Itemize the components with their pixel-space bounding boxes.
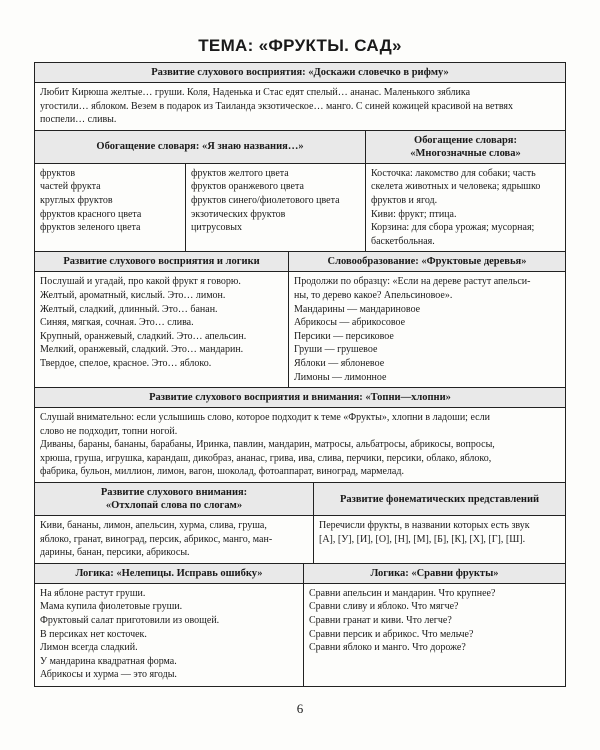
text-line: Сравни персик и абрикос. Что мельче? — [309, 628, 474, 640]
text-line: хрюша, груша, игрушка, карандаш, дикобраз, ананас, грива, ива, слива, перчики, персики, облако, яблоко, — [40, 452, 492, 464]
text-line: Сравни апельсин и мандарин. Что крупнее? — [309, 587, 496, 599]
header-text-line: «Многозначные слова» — [410, 147, 521, 159]
header-text: Обогащение словаря: «Я знаю названия…» — [96, 141, 304, 153]
text-line: баскетбольная. — [371, 235, 435, 247]
header-text-line: Обогащение словаря: — [414, 134, 517, 146]
section-compare-header: Логика: «Сравни фрукты» — [303, 564, 565, 583]
worksheet-table — [34, 62, 566, 687]
text-line: яблоко, гранат, виноград, персик, абрикос, манго, ман- — [40, 533, 273, 545]
text-line: Киви, бананы, лимон, апельсин, хурма, слива, груша, — [40, 520, 267, 532]
section-stomp-clap-header: Развитие слухового восприятия и внимания: «Топни—хлопни» — [35, 388, 565, 407]
section-absurd-header-row — [35, 563, 565, 583]
section-rhyme-header-row — [35, 63, 565, 82]
guess-col — [35, 272, 288, 387]
text-line: Перечисли фрукты, в названии которых есть звук — [319, 520, 530, 532]
text-line: Лимоны — лимонное — [294, 371, 387, 383]
text-line: Абрикосы — абрикосовое — [294, 317, 406, 329]
list-item: круглых фруктов — [40, 194, 113, 206]
section-syllables-body — [35, 515, 565, 563]
text-line: Послушай и угадай, про какой фрукт я говорю. — [40, 276, 241, 288]
list-item: экзотических фруктов — [191, 208, 286, 220]
text-line: Сравни яблоко и манго. Что дороже? — [309, 642, 466, 654]
phonemes-col — [313, 516, 565, 563]
syllables-col — [35, 516, 313, 563]
text-line: Слушай внимательно: если услышишь слово, которое подходит к теме «Фрукты», хлопни в ладоши; если — [40, 412, 490, 424]
text-line: Любит Кирюша желтые… груши. Коля, Наденька и Стас едят спелый… ананас. Маленького зяблика — [40, 87, 471, 98]
text-line: Крупный, оранжевый, сладкий. Это… апельсин. — [40, 330, 247, 342]
text-line: Персики — персиковое — [294, 330, 394, 342]
section-vocabulary-header-row — [35, 130, 565, 163]
section-phonemes-header — [313, 483, 565, 515]
text-line: Мелкий, оранжевый, сладкий. Это… мандарин. — [40, 344, 244, 356]
text-line: На яблоне растут груши. — [40, 587, 146, 599]
text-line: Яблоки — яблоневое — [294, 357, 385, 369]
text-line: Мандарины — мандариновое — [294, 303, 421, 315]
section-rhyme-header: Развитие слухового восприятия: «Доскажи словечко в рифму» — [35, 63, 565, 82]
text-line: Фруктовый салат приготовили из овощей. — [40, 615, 220, 627]
text-line: угостили… яблоком. Везем в подарок из Таиланда экзотическое… манго. С синей кожицей красивой на ветвях — [40, 100, 514, 112]
section-logic-body — [35, 271, 565, 387]
section-logic-header-row — [35, 251, 565, 271]
text-line: Сравни сливу и яблоко. Что мягче? — [309, 601, 459, 613]
text-line: скелета животных и человека; ядрышко — [371, 181, 541, 193]
text-line: Желтый, ароматный, кислый. Это… лимон. — [40, 289, 226, 301]
text-line: ны, то дерево какое? Апельсиновое». — [294, 289, 453, 301]
text-line: Киви: фрукт; птица. — [371, 208, 457, 220]
text-line: Косточка: лакомство для собаки; часть — [371, 167, 536, 179]
text-line: Твердое, спелое, красное. Это… яблоко. — [40, 357, 212, 369]
list-item: фруктов синего/фиолетового цвета — [191, 194, 340, 206]
section-stomp-clap-header-row — [35, 387, 565, 407]
list-item: цитрусовых — [191, 222, 242, 234]
trees-col — [288, 272, 565, 387]
text-line: слово не подходит, топни ногой. — [40, 425, 178, 437]
polysemy-col — [365, 164, 565, 252]
text-line: Продолжи по образцу: «Если на дереве растут апельси- — [294, 276, 531, 288]
text-line: Желтый, сладкий, длинный. Это… банан. — [40, 303, 218, 315]
list-item: фруктов зеленого цвета — [40, 222, 141, 234]
list-item: фруктов желтого цвета — [191, 167, 289, 179]
text-line: поспели… сливы. — [40, 114, 117, 126]
section-stomp-clap-body — [35, 407, 565, 482]
section-syllables-header — [35, 483, 313, 515]
names-col-2 — [185, 164, 365, 252]
header-text: Развитие фонематических представлений — [339, 493, 540, 505]
list-item: фруктов красного цвета — [40, 208, 142, 220]
section-polysemy-header — [365, 131, 565, 163]
header-text-line: Развитие слухового внимания: — [100, 487, 248, 499]
names-col-1 — [35, 164, 185, 252]
section-absurd-header: Логика: «Нелепицы. Исправь ошибку» — [35, 564, 303, 583]
text-line: фабрика, бульон, миллион, лимон, вагон, шоколад, фотоаппарат, виноград, мармелад. — [40, 466, 404, 478]
absurd-col — [35, 584, 303, 686]
section-vocabulary-body — [35, 163, 565, 252]
text-line: Груши — грушевое — [294, 344, 378, 356]
section-names-header — [35, 131, 365, 163]
list-item: фруктов оранжевого цвета — [191, 181, 304, 193]
compare-col — [303, 584, 565, 686]
text-line: Синяя, мягкая, сочная. Это… слива. — [40, 317, 194, 329]
header-text-line: «Отхлопай слова по слогам» — [105, 500, 243, 512]
text-line: Абрикосы и хурма — это ягоды. — [40, 669, 177, 681]
page-title: ТЕМА: «ФРУКТЫ. САД» — [198, 36, 402, 55]
text-line: Сравни гранат и киви. Что легче? — [309, 615, 452, 627]
section-trees-header: Словообразование: «Фруктовые деревья» — [288, 252, 565, 271]
list-item: частей фрукта — [40, 181, 101, 193]
section-rhyme-body — [35, 82, 565, 130]
text-line: У мандарина квадратная форма. — [40, 655, 177, 667]
text-line: фруктов и ягод. — [371, 194, 438, 206]
text-line: [А], [У], [И], [О], [Н], [М], [Б], [К], [Х], [Г], [Ш]. — [319, 533, 526, 545]
text-line: дарины, банан, персики, абрикосы. — [40, 547, 190, 559]
text-line: Мама купила фиолетовые груши. — [40, 601, 183, 613]
list-item: фруктов — [40, 167, 76, 179]
section-guess-header: Развитие слухового восприятия и логики — [35, 252, 288, 271]
text-line: Лимон всегда сладкий. — [40, 642, 138, 654]
text-line: В персиках нет косточек. — [40, 628, 147, 640]
section-syllables-header-row — [35, 482, 565, 515]
section-absurd-body — [35, 583, 565, 686]
text-line: Диваны, бараны, бананы, барабаны, Иринка, павлин, мандарин, матросы, альбатросы, абрикосы, вопросы, — [40, 439, 495, 451]
page-number: 6 — [296, 701, 304, 716]
text-line: Корзина: для сбора урожая; мусорная; — [371, 222, 535, 234]
